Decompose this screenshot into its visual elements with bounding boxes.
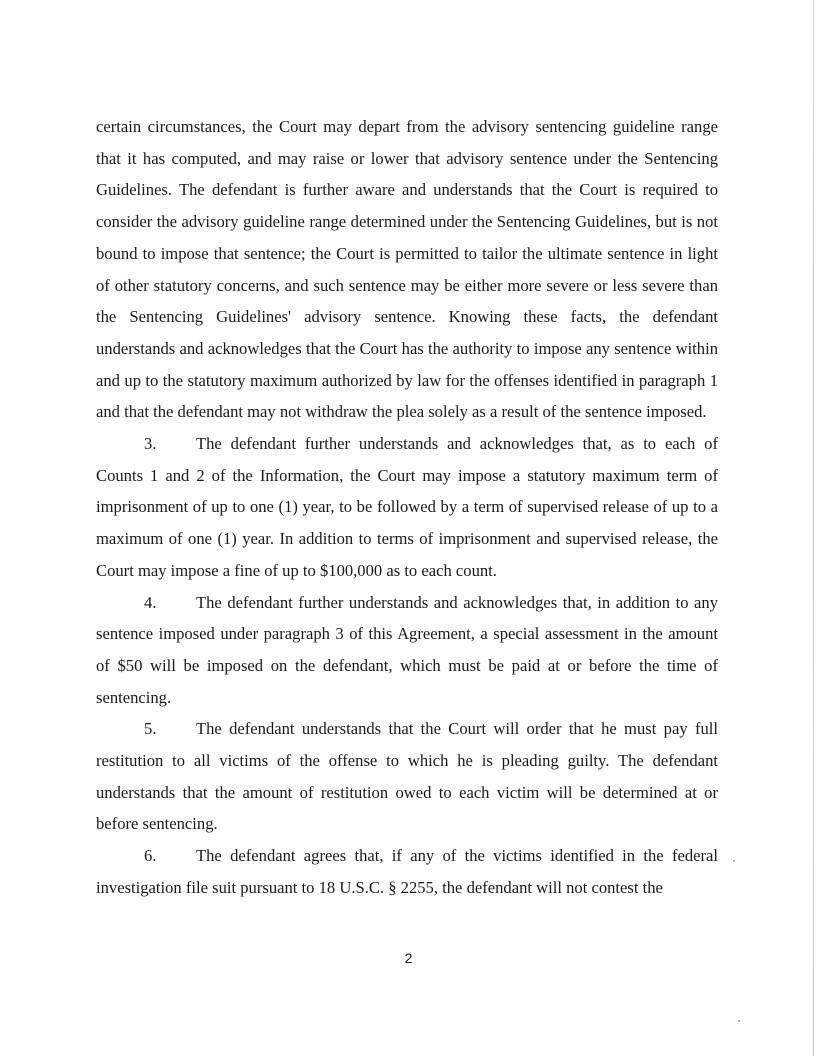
- paragraph-4-number: 4.: [144, 592, 157, 612]
- page-number: 2: [404, 950, 413, 966]
- scan-speck: [738, 1020, 740, 1022]
- paragraph-4: [96, 587, 718, 714]
- scan-edge-line: [813, 0, 814, 1056]
- paragraph-6: [96, 840, 718, 903]
- continuation-paragraph: certain circumstances, the Court may depart from the advisory sentencing guideline range that it has computed, and may raise or lower that advisory sentence under the Sentencing Guidelines. The defendant is further aware and understands that the Court is required to consider the advisory guideline range determined under the Sentencing Guidelines, but is not bound to impose that sentence; the Court is permitted to tailor the ultimate sentence in light of other statutory concerns, and such sentence may be either more severe or less severe than the Sentencing Guidelines' advisory sentence. Knowing these facts, the defendant understands and acknowledges that the Court has the authority to impose any sentence within and up to the statutory maximum authorized by law for the offenses identified in paragraph 1 and that the defendant may not withdraw the plea solely as a result of the sentence imposed.: [96, 117, 718, 422]
- paragraph-3-number: 3.: [144, 434, 157, 454]
- paragraph-4-text: The defendant further understands and acknowledges that, in addition to any sentence imposed under paragraph 3 of this Agreement, a special assessment in the amount of $50 will be imposed on the defendant, which must be paid at or before the time of sentencing.: [96, 592, 718, 707]
- paragraph-6-number: 6.: [144, 846, 157, 866]
- paragraph-6-text: The defendant agrees that, if any of the victims identified in the federal investigation file suit pursuant to 18 U.S.C. § 2255, the defendant will not contest the: [96, 846, 718, 897]
- paragraph-3: [96, 428, 718, 587]
- scan-speck: [733, 860, 735, 862]
- document-body: [96, 111, 718, 904]
- paragraph-5: [96, 713, 718, 840]
- paragraph-5-text: The defendant understands that the Court will order that he must pay full restitution to all victims of the offense to which he is pleading guilty. The defendant understands that the amount of restitution owed to each victim will be determined at or before sentencing.: [96, 719, 718, 834]
- paragraph-5-number: 5.: [144, 719, 157, 739]
- paragraph-3-text: The defendant further understands and acknowledges that, as to each of Counts 1 and 2 of the Information, the Court may impose a statutory maximum term of imprisonment of up to one (1) year, to be followed by a term of supervised release of up to a maximum of one (1) year. In addition to terms of imprisonment and supervised release, the Court may impose a fine of up to $100,000 as to each count.: [96, 434, 718, 580]
